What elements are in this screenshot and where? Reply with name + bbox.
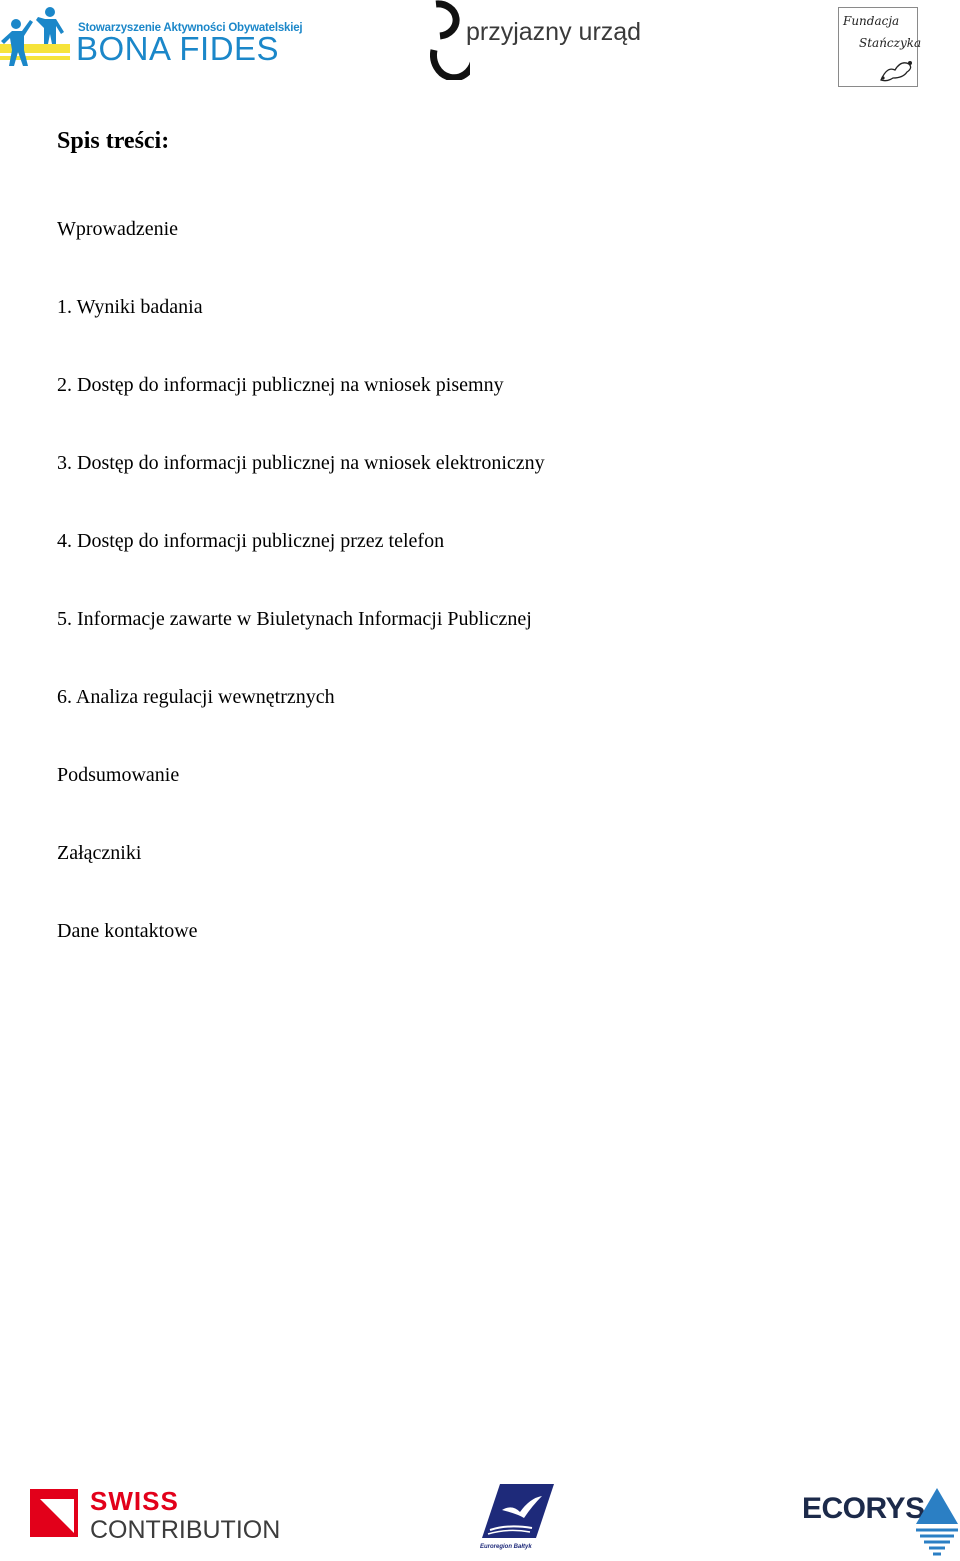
bona-fides-logo [0,4,303,70]
ecorys-triangle-icon [914,1486,960,1561]
stanczyka-line1: Fundacja [843,14,900,28]
euroregion-caption: Euroregion Bałtyk [480,1544,532,1550]
toc-item[interactable]: 1. Wyniki badania [57,296,203,318]
ecorys-logo [800,1486,960,1561]
przyjazny-urzad-mark-icon [430,0,470,80]
przyjazny-urzad-logo [430,0,660,80]
toc-item[interactable]: Dane kontaktowe [57,920,198,942]
toc-item[interactable]: 6. Analiza regulacji wewnętrznych [57,686,335,708]
toc-item[interactable]: 5. Informacje zawarte w Biuletynach Informacji Publicznej [57,608,532,630]
toc-item[interactable]: Podsumowanie [57,764,180,786]
page-header [0,0,960,100]
toc-item[interactable]: 3. Dostęp do informacji publicznej na wniosek elektroniczny [57,452,545,474]
jester-hat-icon [879,56,915,84]
toc-item[interactable]: Wprowadzenie [57,218,179,240]
ecorys-word: ECORYS [802,1492,925,1525]
toc-item[interactable]: 4. Dostęp do informacji publicznej przez telefon [57,530,445,552]
przyjazny-urzad-text: przyjazny urząd [466,18,642,46]
swiss-word: SWISS [90,1486,179,1516]
toc-item[interactable]: 2. Dostęp do informacji publicznej na wniosek pisemny [57,374,504,396]
toc-title: Spis treści: [57,128,170,154]
fundacja-stanczyka-logo [838,7,922,87]
seagull-icon [478,1480,558,1544]
swiss-contribution-logo [30,1486,280,1542]
bona-fides-figures-icon [0,4,76,70]
swiss-flag-icon [30,1489,78,1537]
bona-fides-name: BONA FIDES [76,30,280,67]
toc-item[interactable]: Załączniki [57,842,142,864]
contribution-word: CONTRIBUTION [90,1516,281,1544]
page-footer [0,1470,960,1561]
euroregion-baltyk-logo [478,1480,558,1558]
bona-fides-subtitle: Stowarzyszenie Aktywności Obywatelskiej [78,22,303,34]
stanczyka-line2: Stańczyka [859,36,922,50]
